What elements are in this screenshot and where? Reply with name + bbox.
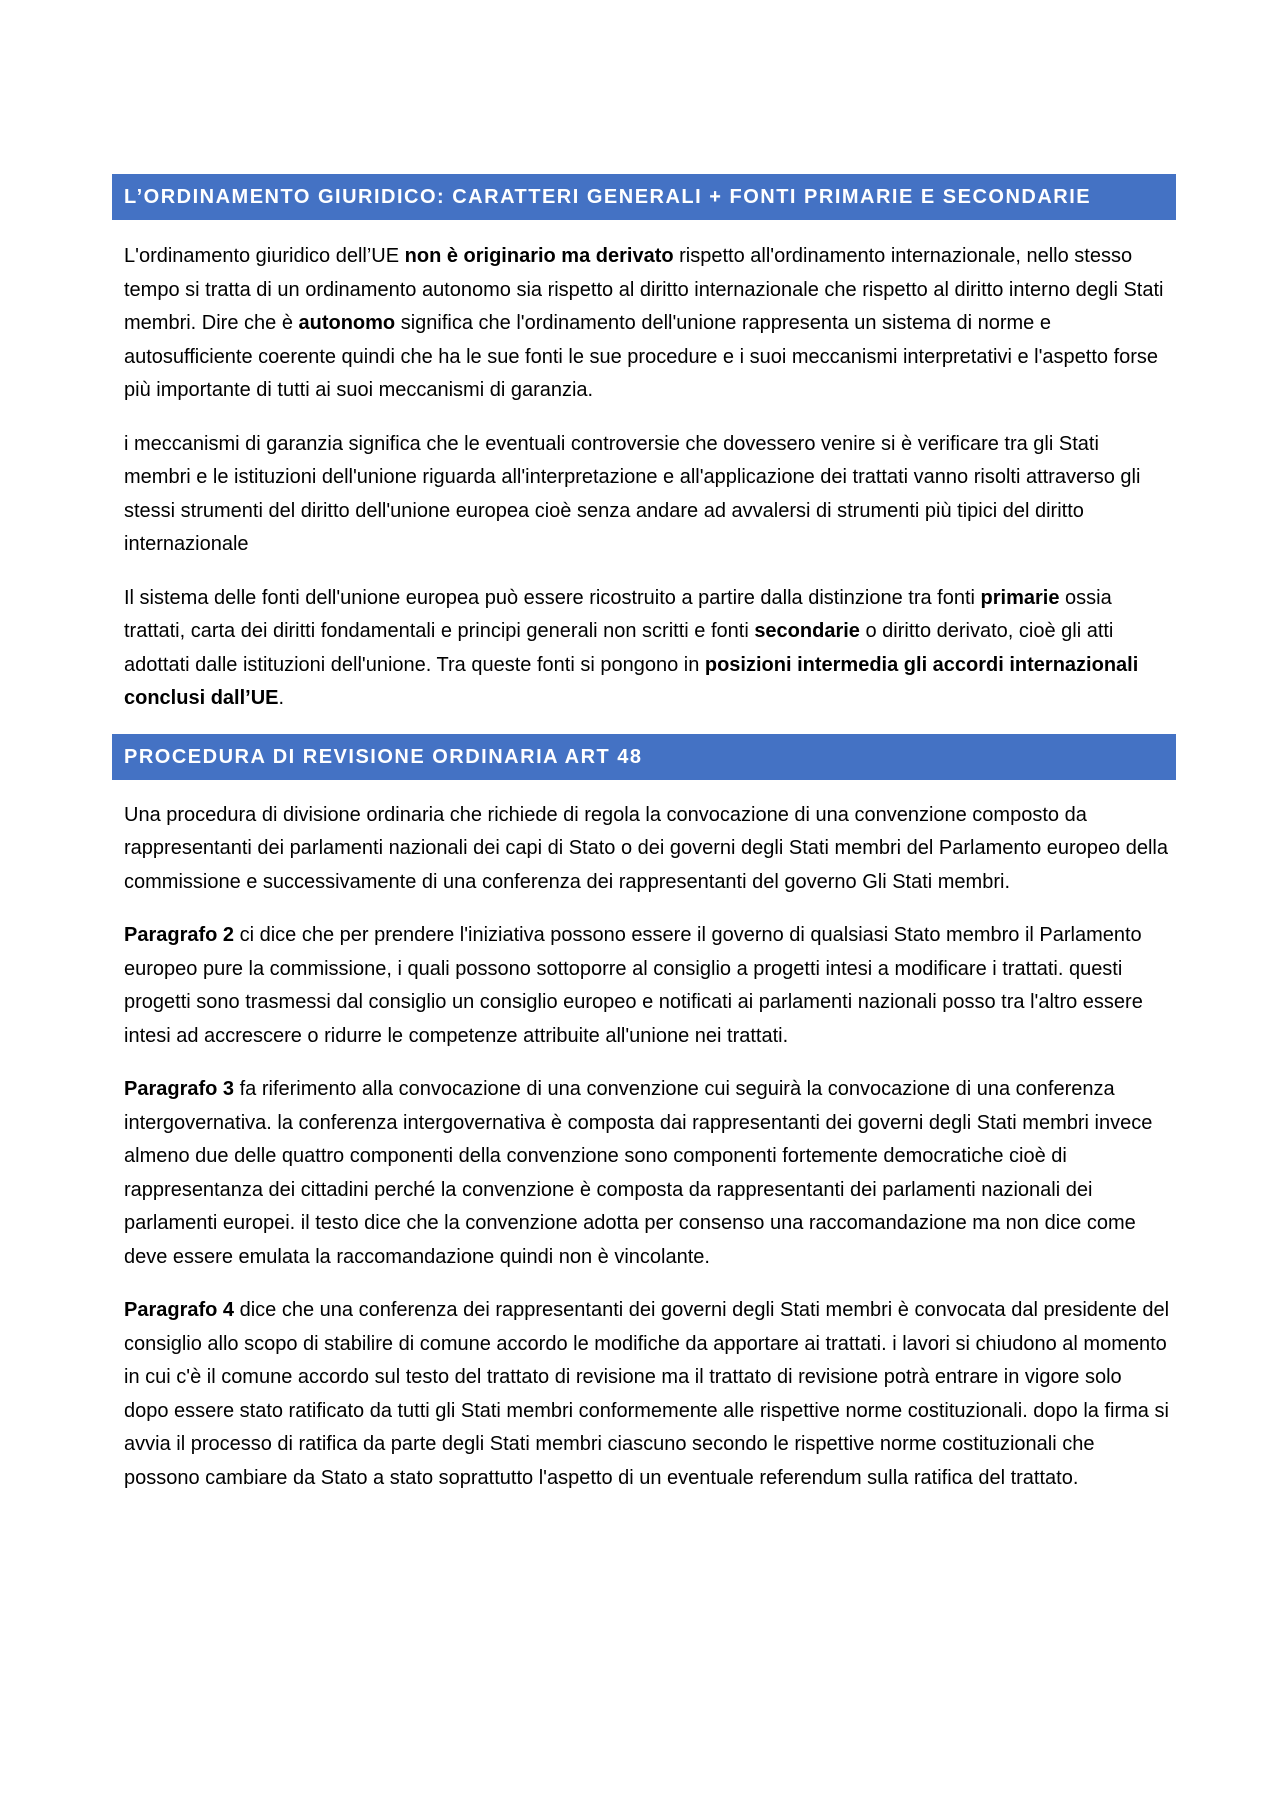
paragraph: Paragrafo 4 dice che una conferenza dei rappresentanti dei governi degli Stati membri è convocata dal presidente del consiglio allo scopo di stabilire di comune accordo le modifiche da apportare ai trattati. i lavori si chiudono al momento in cui c'è il comune accordo sul testo del trattato di revisione ma il trattato di revisione potrà entrare in vigore solo dopo essere stato ratificato da tutti gli Stati membri conformemente alle rispettive norme costituzionali. dopo la firma si avvia il processo di ratifica da parte degli Stati membri ciascuno secondo le rispettive norme costituzionali che possono cambiare da Stato a stato soprattutto l'aspetto di un eventuale referendum sulla ratifica del trattato. — [124, 1299, 1170, 1489]
paragraph: L'ordinamento giuridico dell’UE non è originario ma derivato rispetto all'ordinamento internazionale, nello stesso tempo si tratta di un ordinamento autonomo sia rispetto al diritto internazionale che rispetto al diritto interno degli Stati membri. Dire che è autonomo significa che l'ordinamento dell'unione rappresenta un sistema di norme e autosufficiente coerente quindi che ha le sue fonti le sue procedure e i suoi meccanismi interpretativi e l'aspetto forse più importante di tutti ai suoi meccanismi di garanzia. — [124, 245, 1164, 401]
paragraph: i meccanismi di garanzia significa che le eventuali controversie che dovessero venire si è verificare tra gli Stati membri e le istituzioni dell'unione riguarda all'interpretazione e all'applicazione dei trattati vanno risolti attraverso gli stessi strumenti del diritto dell'unione europea cioè senza andare ad avvalersi di strumenti più tipici del diritto internazionale — [124, 432, 1141, 555]
paragraph: Paragrafo 2 ci dice che per prendere l'iniziativa possono essere il governo di qualsiasi Stato membro il Parlamento europeo pure la commissione, i quali possono sottoporre al consiglio a progetti intesi a modificare i trattati. questi progetti sono trasmessi dal consiglio un consiglio europeo e notificati ai parlamenti nazionali posso tra l'altro essere intesi ad accrescere o ridurre le competenze attribuite all'unione nei trattati. — [124, 924, 1143, 1047]
section-body-ordinamento — [112, 240, 1176, 716]
paragraph: Una procedura di divisione ordinaria che richiede di regola la convocazione di una convenzione composto da rappresentanti dei parlamenti nazionali dei capi di Stato o dei governi degli Stati membri del Parlamento europeo della commissione e successivamente di una conferenza dei rappresentanti del governo Gli Stati membri. — [124, 803, 1168, 893]
section-heading-ordinamento: L’ORDINAMENTO GIURIDICO: CARATTERI GENERALI + FONTI PRIMARIE E SECONDARIE — [112, 174, 1176, 220]
paragraph: Il sistema delle fonti dell'unione europea può essere ricostruito a partire dalla distinzione tra fonti primarie ossia trattati, carta dei diritti fondamentali e principi generali non scritti e fonti secondarie o diritto derivato, cioè gli atti adottati dalle istituzioni dell'unione. Tra queste fonti si pongono in posizioni intermedia gli accordi internazionali conclusi dall’UE. — [124, 586, 1139, 709]
document-page — [112, 174, 1176, 1495]
paragraph: Paragrafo 3 fa riferimento alla convocazione di una convenzione cui seguirà la convocazione di una conferenza intergovernativa. la conferenza intergovernativa è composta dai rappresentanti dei governi degli Stati membri invece almeno due delle quattro componenti della convenzione sono componenti fortemente democratiche cioè di rappresentanza dei cittadini perché la convenzione è composta da rappresentanti dei parlamenti nazionali dei parlamenti europei. il testo dice che la convenzione adotta per consenso una raccomandazione ma non dice come deve essere emulata la raccomandazione quindi non è vincolante. — [124, 1078, 1153, 1268]
section-heading-procedura: PROCEDURA DI REVISIONE ORDINARIA ART 48 — [112, 734, 1176, 780]
section-body-procedura — [112, 799, 1176, 1496]
